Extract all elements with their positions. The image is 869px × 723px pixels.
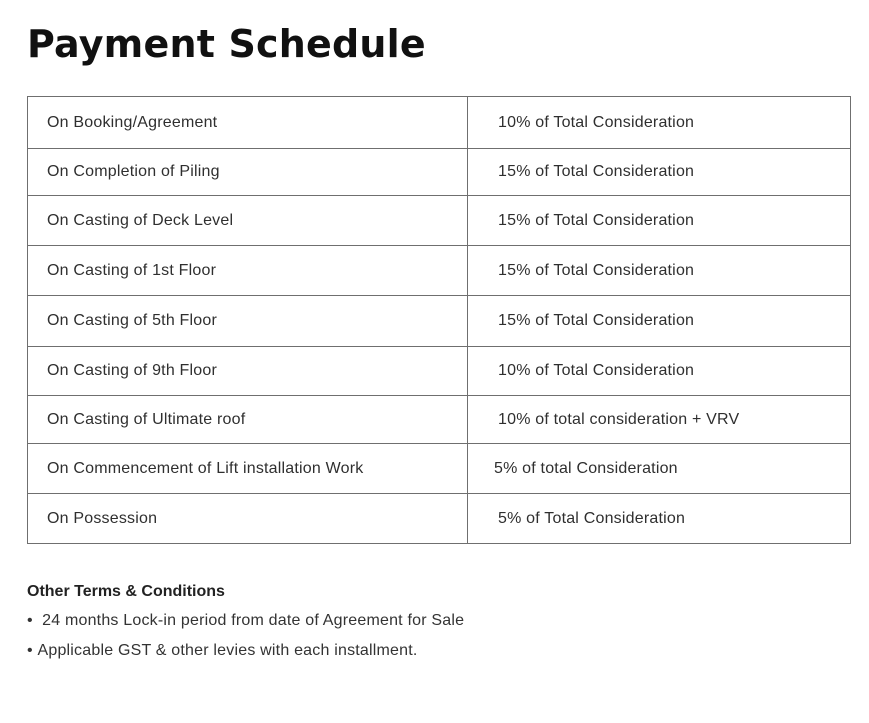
terms-heading: Other Terms & Conditions xyxy=(27,583,225,600)
table-row xyxy=(28,396,851,444)
bullet-icon: • xyxy=(27,641,33,659)
list-item xyxy=(27,641,464,661)
terms-section xyxy=(27,582,464,670)
milestone-cell: On Casting of 1st Floor xyxy=(28,246,468,296)
amount-cell: 15% of Total Consideration xyxy=(468,246,851,296)
milestone-cell: On Casting of Ultimate roof xyxy=(28,396,468,444)
milestone-cell: On Casting of Deck Level xyxy=(28,196,468,246)
milestone-cell: On Booking/Agreement xyxy=(28,97,468,149)
table-row xyxy=(28,149,851,196)
list-item xyxy=(27,611,464,631)
milestone-cell: On Possession xyxy=(28,494,468,544)
terms-list xyxy=(27,611,464,661)
term-text: Applicable GST & other levies with each installment. xyxy=(37,641,418,659)
table-row xyxy=(28,196,851,246)
amount-cell: 15% of Total Consideration xyxy=(468,296,851,347)
amount-cell: 5% of total Consideration xyxy=(468,444,851,494)
milestone-cell: On Casting of 5th Floor xyxy=(28,296,468,347)
amount-cell: 15% of Total Consideration xyxy=(468,149,851,196)
table-row xyxy=(28,97,851,149)
table-row xyxy=(28,444,851,494)
table-row xyxy=(28,246,851,296)
amount-cell: 15% of Total Consideration xyxy=(468,196,851,246)
table-row xyxy=(28,494,851,544)
table-row xyxy=(28,296,851,347)
term-text: 24 months Lock-in period from date of Agreement for Sale xyxy=(42,612,465,629)
milestone-cell: On Casting of 9th Floor xyxy=(28,347,468,396)
amount-cell: 10% of Total Consideration xyxy=(468,347,851,396)
milestone-cell: On Completion of Piling xyxy=(28,149,468,196)
bullet-icon: • xyxy=(27,612,33,629)
amount-cell: 10% of Total Consideration xyxy=(468,97,851,149)
payment-schedule-table xyxy=(27,96,851,544)
table-row xyxy=(28,347,851,396)
amount-cell: 5% of Total Consideration xyxy=(468,494,851,544)
amount-cell: 10% of total consideration + VRV xyxy=(468,396,851,444)
page-title: Payment Schedule xyxy=(27,22,426,66)
milestone-cell: On Commencement of Lift installation Work xyxy=(28,444,468,494)
